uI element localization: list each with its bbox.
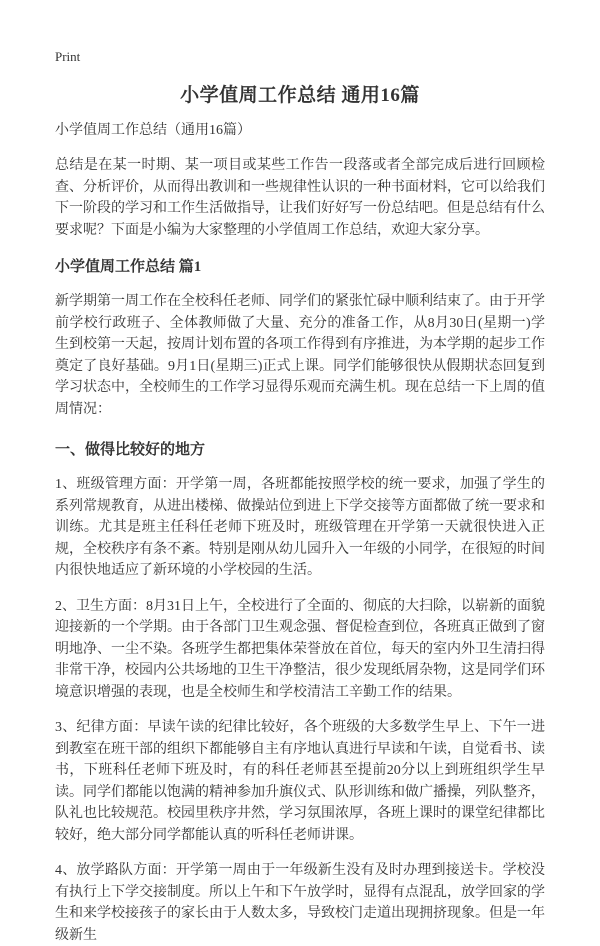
section-heading-part1: 小学值周工作总结 篇1 xyxy=(55,259,202,275)
list-item-dismissal-queue: 4、放学路队方面：开学第一周由于一年级新生没有及时办理到接送卡。学校没有执行上下学交接制度。所以上午和下午放学时，显得有点混乱，放学回家的学生和来学校接孩子的家长由于人数太多，导致校门走道出现拥挤现象。但是一年级新生 xyxy=(55,863,545,943)
document-subtitle: 小学值周工作总结（通用16篇） xyxy=(55,123,251,138)
list-item-class-management: 1、班级管理方面：开学第一周，各班都能按照学校的统一要求，加强了学生的系列常规教育，从进出楼梯、做操站位到进上下学交接等方面都做了统一要求和训练。尤其是班主任科任老师下班及时，班级管理在开学第一天就很快进入正规，全校秩序有条不紊。特别是刚从幼儿园升入一年级的小同学，在很短的时间内很快地适应了新环境的小学校园的生活。 xyxy=(55,477,545,578)
print-link[interactable]: Print xyxy=(55,49,81,64)
list-item-hygiene: 2、卫生方面：8月31日上午，全校进行了全面的、彻底的大扫除，以崭新的面貌迎接新的一个学期。由于各部门卫生观念强、督促检查到位，各班真正做到了窗明地净、一尘不染。各班学生都把集体荣誉放在首位，每天的室内外卫生清扫得非常干净，校园内公共场地的卫生干净整洁，很少发现纸屑杂物，这是同学们环境意识增强的表现，也是全校师生和学校清洁工辛勤工作的结果。 xyxy=(55,598,545,700)
subsection-heading-good-points: 一、做得比较好的地方 xyxy=(55,442,206,458)
intro-paragraph: 总结是在某一时期、某一项目或某些工作告一段落或者全部完成后进行回顾检查、分析评价，从而得出教训和一些规律性认识的一种书面材料，它可以给我们下一阶段的学习和工作生活做指导，让我们好好写一份总结吧。但是总结有什么要求呢？下面是小编为大家整理的小学值周工作总结，欢迎大家分享。 xyxy=(55,158,545,238)
page-title: 小学值周工作总结 通用16篇 xyxy=(180,85,420,106)
list-item-discipline: 3、纪律方面：早读午读的纪律比较好，各个班级的大多数学生早上、下午一进到教室在班干部的组织下都能够自主有序地认真进行早读和午读，自觉看书、读书，下班科任老师下班及时，有的科任老师甚至提前20分以上到班组织学生早读。同学们都能以饱满的精神参加升旗仪式、队形训练和做广播操，列队整齐，队礼也比较规范。校园里秩序井然，学习氛围浓厚，各班上课时的课堂纪律都比较好，绝大部分同学都能认真的听科任老师讲课。 xyxy=(55,720,545,843)
section1-opening-paragraph: 新学期第一周工作在全校科任老师、同学们的紧张忙碌中顺利结束了。由于开学前学校行政班子、全体教师做了大量、充分的准备工作，从8月30日(星期一)学生到校第一天起，按周计划布置的各项工作得到有序推进，为本学期的起步工作奠定了良好基础。9月1日(星期三)正式上课。同学们能够很快从假期状态回复到学习状态中，全校师生的工作学习显得乐观而充满生机。现在总结一下上周的值周情况： xyxy=(55,294,545,417)
